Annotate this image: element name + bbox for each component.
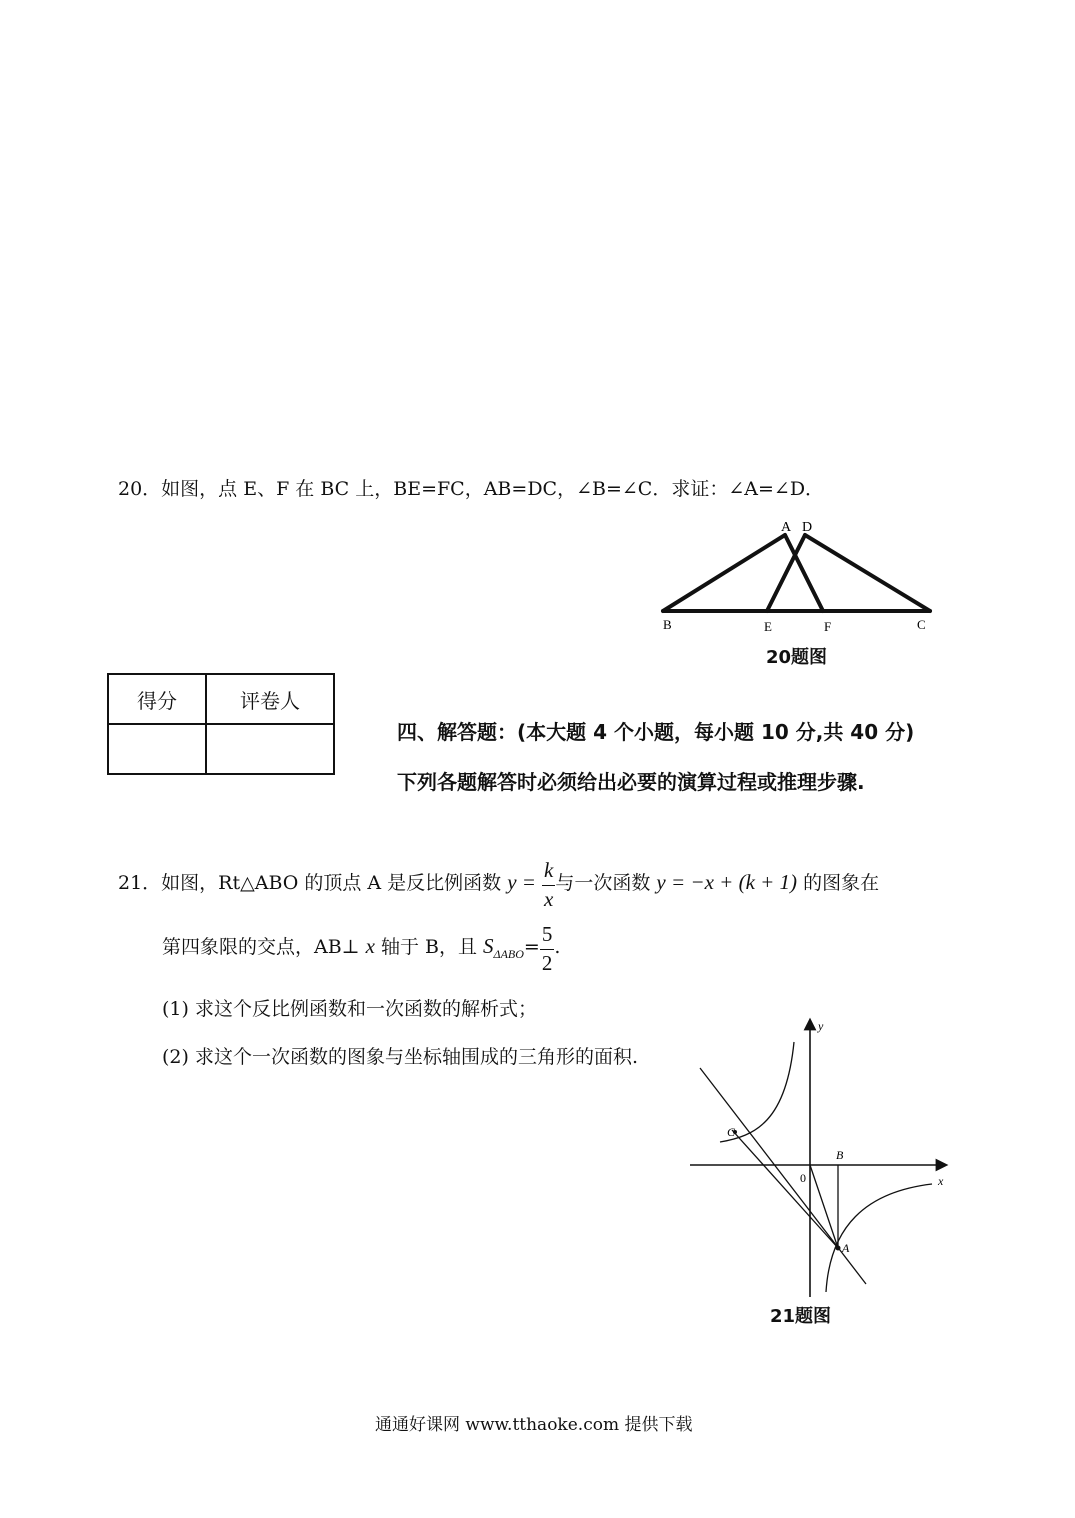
label-a: A	[781, 520, 792, 535]
point-a	[836, 1246, 841, 1251]
frac-two: 2	[541, 950, 553, 975]
q21-sub1: (1) 求这个反比例函数和一次函数的解析式；	[162, 998, 537, 1020]
label-b: B	[836, 1148, 844, 1162]
q21-line1	[118, 852, 879, 913]
q21-fraction-kx	[542, 859, 555, 910]
q21-line2b: 轴于 B，且	[380, 936, 477, 958]
line-af	[785, 535, 823, 611]
line-de	[767, 535, 805, 611]
label-a: A	[842, 1241, 850, 1255]
q20-caption: 20题图	[766, 647, 828, 668]
score-table	[107, 673, 335, 775]
q21-part1b: 与一次函数	[555, 872, 651, 894]
q21-caption: 21题图	[770, 1306, 832, 1327]
q21-line2a: 第四象限的交点，AB⊥	[162, 936, 360, 958]
q21-area-s: S	[483, 934, 494, 958]
line-dc	[805, 535, 930, 611]
label-e: E	[764, 619, 772, 634]
q21-line2-x: x	[365, 934, 375, 958]
label-y: y	[818, 1019, 824, 1033]
hyperbola-branch-lower	[826, 1184, 932, 1292]
section4-note: 下列各题解答时必须给出必要的演算过程或推理步骤.	[397, 770, 865, 794]
label-b: B	[663, 617, 672, 632]
segment-ca	[732, 1130, 838, 1248]
label-c: C	[727, 1125, 736, 1139]
q21-linear: y = −x + (k + 1)	[656, 870, 798, 894]
q21-y-eq: y =	[507, 870, 536, 894]
q21-sub2: (2) 求这个一次函数的图象与坐标轴围成的三角形的面积.	[162, 1046, 638, 1068]
frac-num: k	[542, 859, 555, 886]
score-header: 得分	[108, 674, 206, 724]
footer-text: 通通好课网 www.tthaoke.com 提供下载	[375, 1415, 693, 1435]
label-c: C	[917, 617, 926, 632]
line-ab	[663, 535, 785, 611]
frac-den: x	[544, 886, 554, 911]
q20-text: 20．如图，点 E、F 在 BC 上，BE=FC，AB=DC，∠B=∠C．求证：∠A=∠D．	[118, 478, 825, 500]
label-d: D	[802, 520, 813, 535]
label-x: x	[938, 1174, 944, 1188]
q21-part1c: 的图象在	[803, 872, 880, 894]
score-cell	[108, 724, 206, 774]
q21-dot: .	[554, 936, 561, 958]
grader-header: 评卷人	[206, 674, 334, 724]
frac-five: 5	[540, 923, 555, 950]
q21-figure	[680, 1012, 960, 1302]
q21-fraction-5-2	[540, 923, 555, 974]
grader-cell	[206, 724, 334, 774]
q21-area-sub: ΔABO	[493, 946, 524, 961]
q21-eq: =	[523, 936, 540, 958]
q21-line2	[162, 918, 560, 982]
segment-oa	[810, 1165, 838, 1248]
section4-title: 四、解答题：(本大题 4 个小题，每小题 10 分,共 40 分)	[397, 720, 915, 744]
q20-figure	[650, 515, 950, 645]
label-f: F	[824, 619, 832, 634]
label-o: 0	[800, 1171, 806, 1185]
q21-part1a: 21．如图，Rt△ABO 的顶点 A 是反比例函数	[118, 872, 502, 894]
